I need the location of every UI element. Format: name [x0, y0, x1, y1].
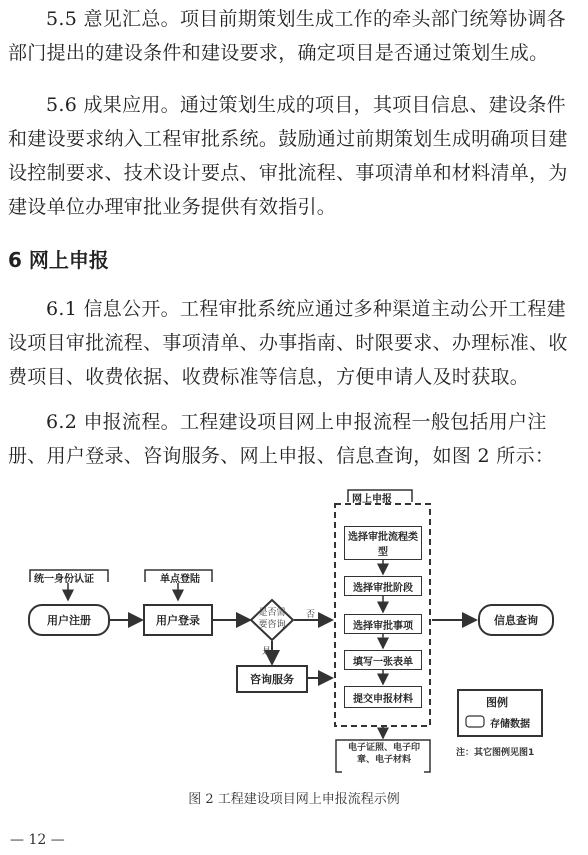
- figure-caption: 图 2 工程建设项目网上申报流程示例: [188, 792, 400, 807]
- online-apply-title: 网上申报: [352, 494, 392, 505]
- flowchart-figure: [0, 482, 588, 782]
- legend-title: 图例: [486, 696, 508, 709]
- legend-storage-icon: [466, 716, 484, 727]
- legend-storage-label: 存储数据: [490, 719, 530, 730]
- paragraph-5-5: 5.5 意见汇总。项目前期策划生成工作的牵头部门统筹协调各部门提出的建设条件和建设要求，确定项目是否通过策划生成。: [8, 8, 566, 64]
- sso-label: 单点登陆: [160, 574, 200, 585]
- unified-auth-label: 统一身份认证: [34, 574, 94, 585]
- page-number: — 12 —: [10, 832, 65, 848]
- paragraph-6-2: 6.2 申报流程。工程建设项目网上申报流程一般包括用户注册、用户登录、咨询服务、网上申报、信息查询，如图 2 所示：: [8, 411, 555, 467]
- paragraph-6-1: 6.1 信息公开。工程审批系统应通过多种渠道主动公开工程建设项目审批流程、事项清单、办事指南、时限要求、办理标准、收费项目、收费依据、收费标准等信息，方便申请人及时获取。: [8, 298, 568, 388]
- step-submit-materials: 提交申报材料: [344, 686, 422, 708]
- decision-no-label: 否: [306, 610, 316, 620]
- step-select-process-type: 选择审批流程类型: [344, 526, 422, 560]
- step-select-stage: 选择审批阶段: [344, 576, 422, 596]
- user-login-node: 用户登录: [143, 604, 213, 636]
- consult-service-node: 咨询服务: [236, 665, 308, 693]
- storage-materials-label: 电子证照、电子印章、电子材料: [347, 743, 420, 765]
- section-title: 6 网上申报: [8, 248, 109, 272]
- step-select-items: 选择审批事项: [344, 614, 422, 634]
- decision-yes-label: 是: [262, 647, 272, 657]
- step-fill-form: 填写一张表单: [344, 650, 422, 670]
- paragraph-5-6: 5.6 成果应用。通过策划生成的项目，其项目信息、建设条件和建设要求纳入工程审批系统。鼓励通过前期策划生成明确项目建设控制要求、技术设计要点、审批流程、事项清单和材料清单，为建设单位办理审批业务提供有效指引。: [8, 94, 568, 218]
- info-query-node: 信息查询: [478, 604, 554, 636]
- user-register-node: 用户注册: [28, 604, 110, 636]
- decision-label: 是否需要咨询: [258, 608, 286, 630]
- legend-note: 注：其它图例见图1: [456, 748, 535, 758]
